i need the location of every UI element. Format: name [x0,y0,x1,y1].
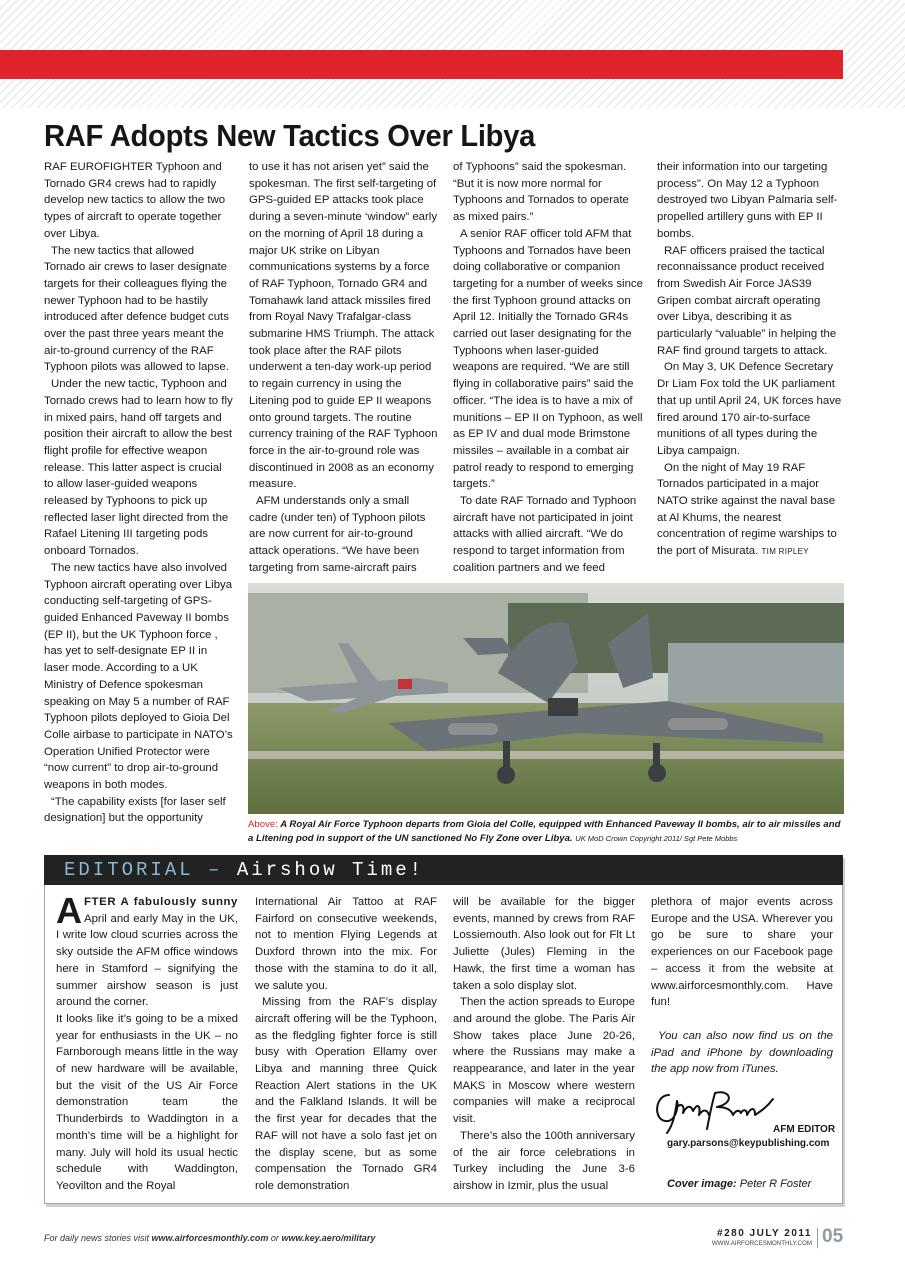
footer-issue: #280 JULY 2011 [717,1228,812,1239]
paragraph [56,890,238,1011]
caption-credit: UK MoD Crown Copyright 2011/ Sgt Pete Mobbs [575,834,738,843]
footer-link-afm[interactable]: www.airforcesmonthly.com [151,1233,269,1243]
footer-prefix: For daily news stories visit [44,1233,150,1243]
paragraph: A senior RAF officer told AFM that Typhoons and Tornados have been doing collaborative or companion targeting for a number of weeks since the first Typhoon ground attacks on April 12. Initially the Tornado GR4s carried out laser designating for the Typhoons when laser-guided weapons are required. “We are still flying in collaborative pairs” said the officer. “The idea is to have a mix of munitions – EP II on Typhoon, as well as EP IV and dual mode Brimstone missiles – available in a combat air patrol ready to respond to emerging targets.” [453,227,643,491]
editorial-column-1 [56,890,238,1195]
paragraph: will be available for the bigger events, manned by crews from RAF Lossiemouth. Also look out for Flt Lt Juliette (Jules) Fleming in the Hawk, the first time a woman has taken a solo display slot. [453,896,635,992]
paragraph-text: On the night of May 19 RAF Tornados participated in a major NATO strike against the naval base at Al Khums, the nearest concentration of regime warships to the port of Misurata. [657,461,837,558]
editorial-header [44,855,843,885]
footer-divider [817,1228,818,1248]
paragraph [657,460,845,561]
paragraph: It looks like it’s going to be a mixed year for enthusiasts in the UK – no Farnborough means little in the way of new hardware will be available, but the visit of the US Air Force demonstration team the Thunderbirds to Waddington in a month’s time will be a highlight for many. July will hold its usual hectic schedule with Waddington, Yeovilton and the Royal [56,1012,238,1192]
paragraph: The new tactics have also involved Typhoon aircraft operating over Libya conducting self-targeting of GPS-guided Enhanced Paveway II bombs (EP II), but the UK Typhoon force , has yet to self-designate EP II in laser mode. According to a UK Ministry of Defence spokesman speaking on May 5 a number of RAF Typhoon pilots deployed to Gioia Del Colle airbase to participate in NATO’s Operation Unified Protector were “now current” to drop air-to-ground weapons in both modes. [44,561,233,792]
byline: TIM RIPLEY [761,547,809,557]
footer-link-key[interactable]: www.key.aero/military [281,1233,376,1243]
drop-cap: A [56,890,82,931]
paragraph: AFM understands only a small cadre (under ten) of Typhoon pilots are now current for air-to-ground attack operations. “We have been targeting from same-aircraft pairs [249,495,426,574]
page-number: 05 [822,1226,844,1247]
paragraph: Then the action spreads to Europe and around the globe. The Paris Air Show takes place June 20-26, where the Russians may make a reappearance, and later in the year MAKS in Moscow where western companies will make a reciprocal visit. [453,996,635,1126]
editorial-column-2 [255,894,437,1195]
cover-label: Cover image: [667,1178,737,1190]
paragraph: To date RAF Tornado and Typhoon aircraft have not participated in joint attacks with allied aircraft. “We do respond to target information from coalition partners and we feed [453,495,637,574]
paragraph: Missing from the RAF’s display aircraft offering will be the Typhoon, as the fledgling fighter force is still busy with Operation Ellamy over Libya and manning three Quick Reaction Alert stations in the UK and the Falkland Islands. It will be the first year for decades that the RAF will not have a solo fast jet on the display scene, but as some compensation the Tornado GR4 role demonstration [255,996,437,1192]
paragraph: International Air Tattoo at RAF Fairford on consecutive weekends, not to mention Flying Legends at Duxford thrown into the mix. For those with the stamina to do it all, we salute you. [255,896,437,992]
paragraph: “The capability exists [for laser self designation] but the opportunity [44,795,226,825]
paragraph: RAF EUROFIGHTER Typhoon and Tornado GR4 crews had to rapidly develop new tactics to allow the two types of aircraft to operate together over Libya. [44,161,226,240]
paragraph: their information into our targeting process". On May 12 a Typhoon destroyed two Libyan Palmaria self-propelled artillery guns with EP II bombs. [657,161,838,240]
article-column-2 [249,159,439,577]
signature-email: gary.parsons@keypublishing.com [667,1138,830,1149]
editorial-column-4 [651,894,833,1078]
paragraph: of Typhoons” said the spokesman. “But it is now more normal for Typhoons and Tornados to operate as mixed pairs.” [453,161,629,224]
paragraph: You can also now find us on the iPad and iPhone by downloading the app now from iTunes. [651,1029,833,1076]
header-red-bar [0,50,843,79]
footer-news-links [44,1233,375,1243]
photo-caption [248,818,844,846]
editor-signature [651,1085,781,1137]
paragraph: plethora of major events across Europe and the USA. Wherever you go be sure to share your experiences on our Facebook page – access it from the website at www.airforcesmonthly.com. Have fun! [651,896,833,1009]
editorial-title: Airshow Time! [236,859,425,881]
paragraph: to use it has not arisen yet” said the spokesman. The first self-targeting of GPS-guided EP attacks took place during a seven-minute ‘window” early on the morning of April 18 during a major UK strike on Libyan communications systems by a force of RAF Typhoon, Tornado GR4 and Tomahawk land attack missiles fired from Royal Navy Trafalgar-class submarine HMS Triumph. The attack took place after the RAF pilots underwent a ten-day work-up period to regain currency in using the Litening pod to guide EP II weapons onto ground targets. The routine currency training of the RAF Typhoon force in the air-to-ground role was discontinued in 2008 as an economy measure. [249,161,438,491]
paragraph: RAF officers praised the tactical reconnaissance product received from Swedish Air Force JAS39 Gripen combat aircraft operating over Libya, describing it as particularly “valuable” in helping the RAF find ground targets to attack. [657,244,837,357]
article-column-4 [657,159,845,561]
paragraph: The new tactics that allowed Tornado air crews to laser designate targets for their colleagues flying the newer Typhoon had to be hastily introduced after defence budget cuts over the past three years meant the air-to-ground currency of the RAF Typhoon pilots was allowed to lapse. [44,244,229,374]
cover-image-credit [667,1178,811,1190]
paragraph-text: April and early May in the UK, I write low cloud scurries across the sky outside the AFM office windows here in Stamford – signifying the summer airshow season is just around the corner. [56,912,238,1009]
footer-or: or [270,1233,279,1243]
article-title: RAF Adopts New Tactics Over Libya [44,118,536,153]
lead-text: FTER A fabulously sunny [84,896,238,908]
article-column-1 [44,159,234,827]
cover-credit: Peter R Foster [739,1178,812,1190]
caption-text: A Royal Air Force Typhoon departs from Gioia del Colle, equipped with Enhanced Paveway II bombs, air to air missiles and a Litening pod in support of the UN sanctioned No Fly Zone over Libya. [248,819,841,844]
paragraph: On May 3, UK Defence Secretary Dr Liam Fox told the UK parliament that up until April 24, UK forces have fired around 170 air-to-surface munitions of all types during the Libya campaign. [657,361,842,457]
editorial-label: EDITORIAL – [64,859,223,881]
typhoon-photo [248,583,844,814]
article-column-3 [453,159,643,577]
paragraph: There’s also the 100th anniversary of the air force celebrations in Turkey including the June 3-6 airshow in Izmir, plus the usual [453,1129,635,1192]
caption-label: Above: [248,819,278,830]
editorial-column-3 [453,894,635,1195]
signature-title: AFM EDITOR [773,1124,836,1135]
paragraph: Under the new tactic, Typhoon and Tornado crews had to learn how to fly in mixed pairs, hand off targets and position their aircraft to allow the best flight profile for effective weapon release. This latter aspect is crucial to allow laser-guided weapons released by Typhoons to pick up reflected laser light directed from the Rafael Litening III targeting pods onboard Tornados. [44,378,233,558]
footer-site: WWW.AIRFORCESMONTHLY.COM [711,1240,812,1247]
